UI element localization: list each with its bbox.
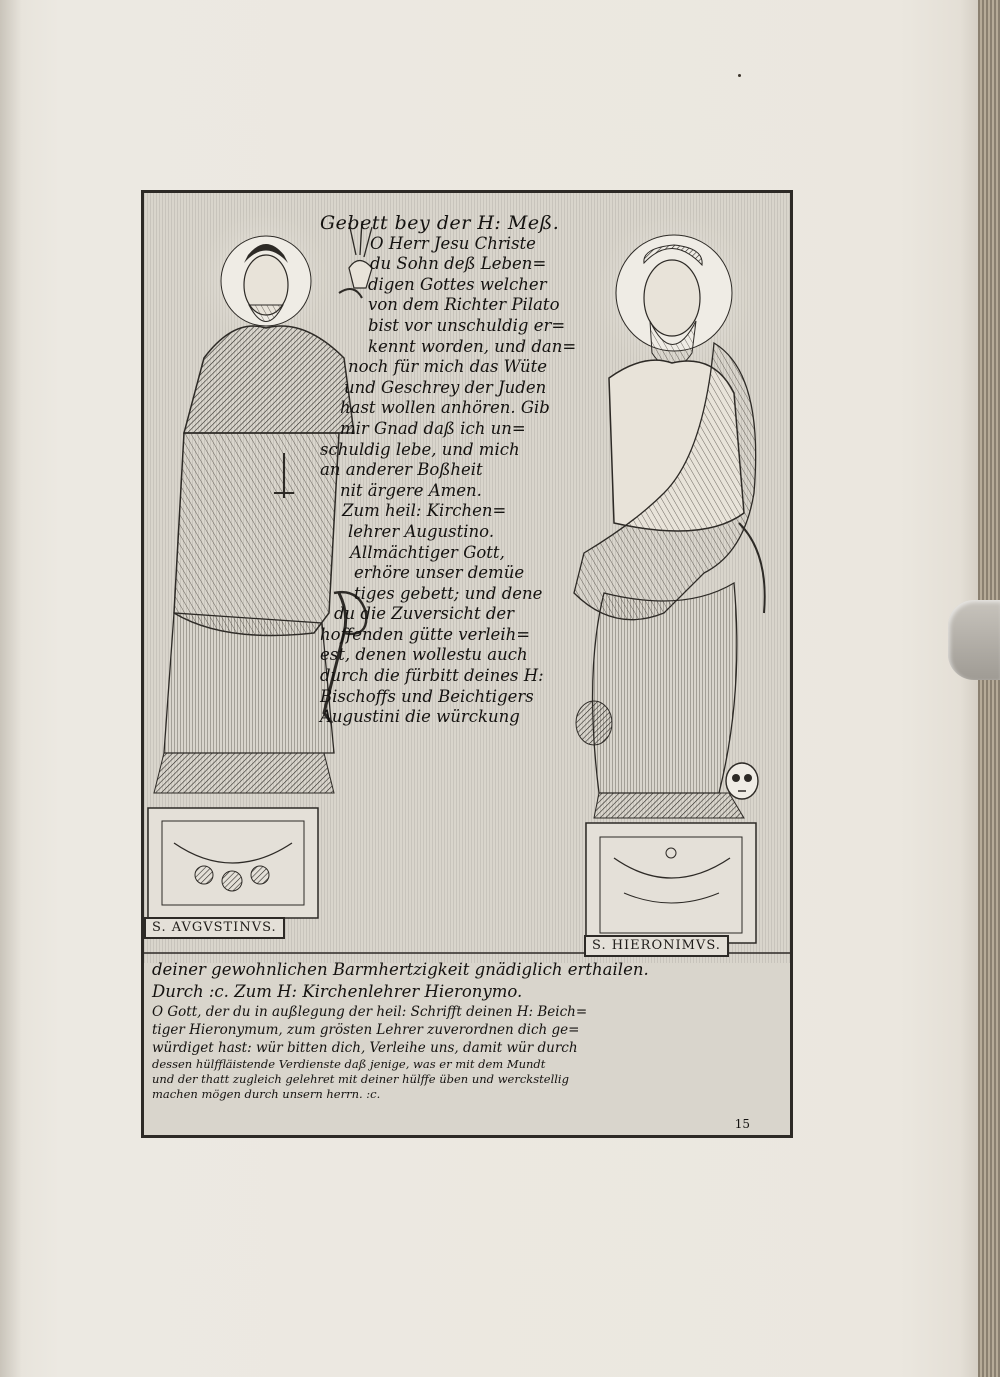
prayer-text-block (320, 213, 620, 728)
prayer-line: und Geschrey der Juden (344, 377, 547, 397)
prayer-line: digen Gottes welcher (368, 274, 547, 294)
augustine-caption: S. AVGVSTINVS. (144, 917, 285, 939)
prayer-line: hoffenden gütte verleih= (320, 624, 531, 644)
prayer-line: an anderer Boßheit (320, 460, 483, 480)
prayer-line: hast wollen anhören. Gib (340, 398, 550, 418)
prayer-line: Allmächtiger Gott, (350, 542, 505, 562)
prayer-line: Zum heil: Kirchen= (342, 501, 507, 521)
prayer-title: Gebett bey der H: Meß. (320, 212, 560, 234)
prayer-line: erhöre unser demüe (354, 563, 525, 583)
bottom-line: dessen hülffläistende Verdienste daß jenige, was er mit dem Mundt (152, 1057, 546, 1071)
bottom-line: O Gott, der du in außlegung der heil: Schrifft deinen H: Beich= (152, 1004, 588, 1020)
ink-speck (738, 74, 741, 77)
prayer-line: durch die fürbitt deines H: (320, 666, 544, 686)
prayer-line: Augustini die würckung (320, 707, 520, 727)
prayer-line: tiges gebett; und dene (354, 583, 543, 603)
augustine-pedestal (148, 808, 318, 918)
bottom-line: machen mögen durch unsern herrn. :c. (152, 1087, 381, 1101)
prayer-line: schuldig lebe, und mich (320, 439, 520, 459)
bottom-prayer-text (152, 959, 782, 1102)
prayer-line: bist vor unschuldig er= (368, 315, 566, 335)
bottom-line: tiger Hieronymum, zum grösten Lehrer zuverordnen dich ge= (152, 1022, 580, 1038)
prayer-line: du die Zuversicht der (334, 604, 515, 624)
book-clip (948, 600, 1000, 680)
bottom-line: und der thatt zugleich gelehret mit deiner hülffe üben und werckstellig (152, 1072, 569, 1086)
prayer-line: Bischoffs und Beichtigers (320, 686, 534, 706)
bottom-line: würdiget hast: wür bitten dich, Verleihe uns, damit wür durch (152, 1040, 578, 1056)
prayer-line: noch für mich das Wüte (348, 357, 547, 377)
jerome-pedestal (586, 823, 756, 943)
prayer-line: kennt worden, und dan= (368, 336, 577, 356)
jerome-caption: S. HIERONIMVS. (584, 935, 729, 957)
prayer-line: du Sohn deß Leben= (370, 254, 547, 274)
prayer-line: lehrer Augustino. (348, 521, 495, 541)
bottom-line: deiner gewohnlichen Barmhertzigkeit gnädiglich erthailen. (152, 960, 649, 979)
prayer-line: O Herr Jesu Christe (370, 233, 536, 253)
prayer-line: von dem Richter Pilato (368, 295, 560, 315)
prayer-line: nit ärgere Amen. (340, 480, 482, 500)
plate-number: 15 (734, 1117, 750, 1131)
prayer-line: est, denen wollestu auch (320, 645, 528, 665)
bottom-line: Durch :c. Zum H: Kirchenlehrer Hieronymo. (152, 982, 523, 1001)
engraving-plate (141, 190, 793, 1138)
page-edge (978, 0, 1000, 1377)
prayer-line: mir Gnad daß ich un= (340, 418, 526, 438)
